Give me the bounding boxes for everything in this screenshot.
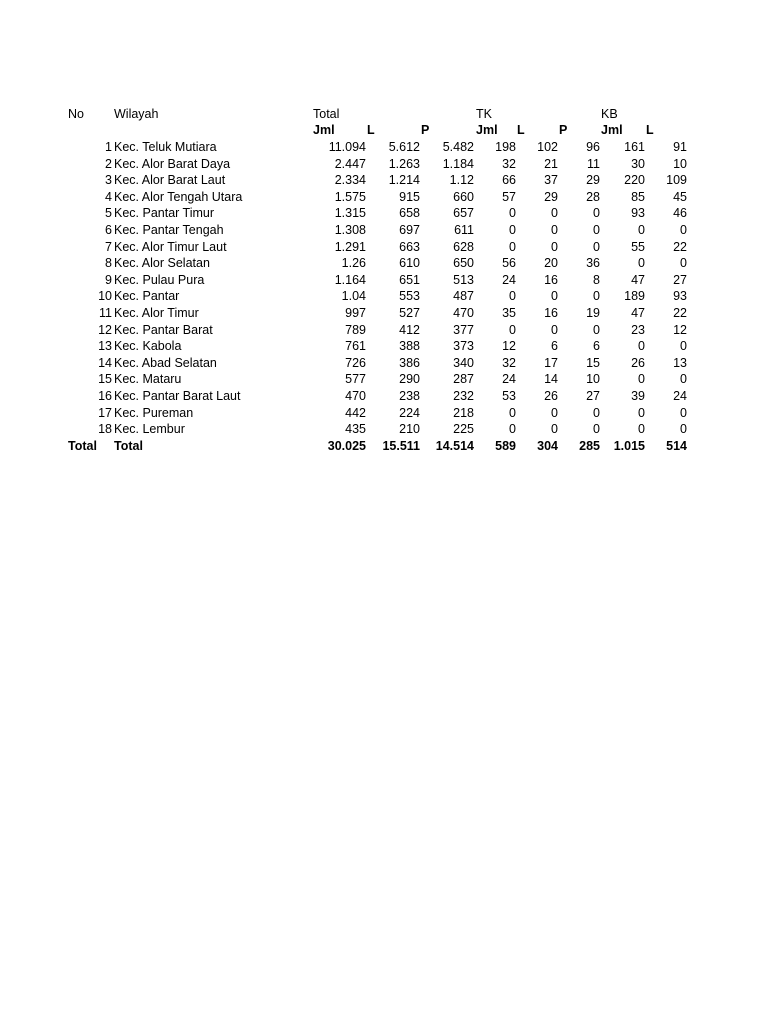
cell-wilayah: Kec. Alor Timur	[114, 306, 199, 320]
cell-wilayah: Kec. Pantar Barat Laut	[114, 389, 241, 403]
cell-tk-jml: 32	[502, 156, 516, 171]
cell-total-l: 412	[399, 322, 420, 337]
cell-tk-l: 0	[551, 322, 558, 337]
totals-row	[0, 438, 768, 455]
cell-wilayah: Kec. Pantar	[114, 289, 180, 304]
cell-tk-l: 0	[551, 206, 558, 221]
totals-kb-jml: 1.015	[613, 438, 645, 453]
cell-total-jml: 11.094	[328, 140, 366, 154]
cell-kb-l: 0	[680, 256, 687, 271]
cell-kb-l: 91	[673, 140, 687, 154]
cell-total-p: 1.12	[449, 173, 474, 188]
cell-no: 8	[105, 256, 112, 271]
subheader-tk-l: L	[517, 123, 525, 137]
cell-tk-l: 16	[544, 306, 558, 320]
cell-total-l: 527	[399, 306, 420, 320]
cell-total-jml: 997	[345, 306, 366, 320]
cell-total-l: 610	[399, 256, 420, 271]
cell-kb-l: 45	[673, 189, 687, 204]
totals-tk-p: 285	[579, 438, 600, 453]
cell-total-jml: 789	[345, 322, 366, 337]
cell-total-jml: 1.04	[341, 289, 366, 304]
cell-tk-jml: 0	[509, 239, 516, 254]
cell-total-p: 660	[453, 189, 474, 204]
cell-tk-l: 102	[537, 140, 558, 154]
table-row	[0, 189, 768, 206]
cell-total-l: 224	[399, 405, 420, 420]
cell-tk-l: 6	[551, 339, 558, 354]
table-row	[0, 272, 768, 289]
cell-total-p: 287	[453, 372, 474, 387]
cell-kb-l: 0	[680, 422, 687, 437]
cell-kb-l: 93	[673, 289, 687, 304]
table-row	[0, 355, 768, 372]
cell-wilayah: Kec. Pantar Timur	[114, 206, 215, 221]
cell-tk-p: 96	[586, 140, 600, 154]
cell-wilayah: Kec. Teluk Mutiara	[114, 140, 217, 154]
cell-tk-jml: 0	[509, 223, 516, 237]
cell-no: 12	[98, 322, 112, 337]
cell-kb-jml: 47	[631, 272, 645, 287]
cell-wilayah: Kec. Alor Selatan	[114, 256, 210, 271]
cell-tk-p: 15	[586, 355, 600, 370]
cell-tk-jml: 0	[509, 289, 516, 304]
cell-no: 17	[98, 405, 112, 420]
table-row	[0, 388, 768, 405]
cell-no: 13	[98, 339, 112, 354]
cell-tk-jml: 12	[502, 339, 516, 354]
table-row	[0, 421, 768, 438]
cell-kb-l: 22	[673, 306, 687, 320]
table-row	[0, 239, 768, 256]
cell-kb-jml: 189	[624, 289, 645, 304]
cell-tk-jml: 0	[509, 322, 516, 337]
cell-tk-jml: 53	[502, 389, 516, 403]
cell-tk-jml: 35	[502, 306, 516, 320]
header-wilayah: Wilayah	[114, 107, 159, 121]
cell-wilayah: Kec. Pureman	[114, 405, 194, 420]
cell-tk-l: 0	[551, 289, 558, 304]
cell-kb-l: 46	[673, 206, 687, 221]
cell-no: 10	[98, 289, 112, 304]
cell-tk-p: 0	[593, 322, 600, 337]
cell-tk-p: 0	[593, 422, 600, 437]
cell-total-p: 470	[453, 306, 474, 320]
cell-total-jml: 442	[345, 405, 366, 420]
cell-kb-jml: 93	[631, 206, 645, 221]
cell-no: 7	[105, 239, 112, 254]
cell-total-l: 5.612	[388, 140, 420, 154]
cell-kb-l: 24	[673, 389, 687, 403]
cell-kb-jml: 23	[631, 322, 645, 337]
cell-tk-jml: 24	[502, 372, 516, 387]
cell-kb-jml: 220	[624, 173, 645, 188]
cell-tk-jml: 0	[509, 422, 516, 437]
cell-wilayah: Kec. Alor Barat Daya	[114, 156, 231, 171]
cell-kb-jml: 0	[638, 405, 645, 420]
cell-total-jml: 1.26	[341, 256, 366, 271]
cell-total-l: 697	[399, 223, 420, 237]
cell-kb-l: 27	[673, 272, 687, 287]
cell-tk-jml: 56	[502, 256, 516, 271]
cell-total-p: 487	[453, 289, 474, 304]
cell-kb-jml: 161	[624, 140, 645, 154]
cell-total-p: 340	[453, 355, 474, 370]
cell-total-jml: 761	[345, 339, 366, 354]
cell-tk-p: 0	[593, 405, 600, 420]
subheader-kb-l: L	[646, 123, 654, 137]
cell-kb-l: 0	[680, 405, 687, 420]
cell-kb-l: 22	[673, 239, 687, 254]
subheader-total-l: L	[367, 123, 375, 137]
cell-wilayah: Kec. Pantar Tengah	[114, 223, 224, 237]
cell-no: 2	[105, 156, 112, 171]
cell-tk-p: 0	[593, 289, 600, 304]
cell-kb-jml: 0	[638, 256, 645, 271]
cell-total-jml: 2.334	[334, 173, 366, 188]
table-row	[0, 172, 768, 189]
cell-total-l: 663	[399, 239, 420, 254]
cell-wilayah: Kec. Lembur	[114, 422, 185, 437]
cell-no: 5	[105, 206, 112, 221]
table-row	[0, 322, 768, 339]
totals-tk-jml: 589	[495, 438, 516, 453]
cell-total-jml: 1.291	[334, 239, 366, 254]
totals-tk-l: 304	[537, 438, 558, 453]
cell-total-p: 377	[453, 322, 474, 337]
cell-kb-jml: 0	[638, 223, 645, 237]
cell-wilayah: Kec. Abad Selatan	[114, 355, 217, 370]
table-row	[0, 305, 768, 322]
cell-tk-jml: 198	[495, 140, 516, 154]
subheader-tk-p: P	[559, 123, 568, 137]
cell-wilayah: Kec. Alor Tengah Utara	[114, 189, 243, 204]
cell-tk-l: 37	[544, 173, 558, 188]
cell-total-jml: 1.308	[334, 223, 366, 237]
cell-tk-jml: 66	[502, 173, 516, 188]
cell-tk-l: 0	[551, 405, 558, 420]
subheader-total-jml: Jml	[313, 123, 335, 137]
cell-kb-jml: 0	[638, 372, 645, 387]
subheader-kb-jml: Jml	[601, 123, 623, 137]
cell-wilayah: Kec. Pantar Barat	[114, 322, 213, 337]
cell-tk-p: 6	[593, 339, 600, 354]
cell-tk-l: 16	[544, 272, 558, 287]
cell-tk-l: 0	[551, 223, 558, 237]
header-kb: KB	[601, 107, 618, 121]
totals-wilayah-label: Total	[114, 438, 143, 453]
cell-total-p: 5.482	[442, 140, 474, 154]
cell-total-l: 553	[399, 289, 420, 304]
cell-tk-p: 0	[593, 239, 600, 254]
cell-tk-jml: 0	[509, 405, 516, 420]
header-tk: TK	[476, 107, 492, 121]
cell-tk-jml: 57	[502, 189, 516, 204]
cell-total-jml: 1.315	[334, 206, 366, 221]
cell-total-p: 1.184	[442, 156, 474, 171]
cell-total-l: 386	[399, 355, 420, 370]
cell-tk-l: 20	[544, 256, 558, 271]
cell-total-l: 290	[399, 372, 420, 387]
cell-no: 18	[98, 422, 112, 437]
cell-tk-p: 19	[586, 306, 600, 320]
cell-wilayah: Kec. Kabola	[114, 339, 182, 354]
cell-kb-jml: 47	[631, 306, 645, 320]
cell-total-p: 513	[453, 272, 474, 287]
cell-kb-l: 13	[673, 355, 687, 370]
table-row	[0, 405, 768, 422]
cell-total-jml: 1.164	[334, 272, 366, 287]
table-row	[0, 371, 768, 388]
subheader-total-p: P	[421, 123, 430, 137]
cell-kb-jml: 39	[631, 389, 645, 403]
cell-tk-l: 26	[544, 389, 558, 403]
table-row	[0, 156, 768, 173]
cell-tk-p: 0	[593, 223, 600, 237]
cell-tk-jml: 32	[502, 355, 516, 370]
subheader-tk-jml: Jml	[476, 123, 498, 137]
cell-total-p: 657	[453, 206, 474, 221]
cell-total-p: 232	[453, 389, 474, 403]
table-row	[0, 139, 768, 156]
cell-total-l: 658	[399, 206, 420, 221]
cell-wilayah: Kec. Mataru	[114, 372, 182, 387]
cell-tk-jml: 0	[509, 206, 516, 221]
cell-total-jml: 726	[345, 355, 366, 370]
cell-no: 3	[105, 173, 112, 188]
cell-tk-p: 28	[586, 189, 600, 204]
cell-total-p: 611	[454, 223, 474, 237]
cell-kb-l: 0	[680, 372, 687, 387]
cell-tk-l: 14	[544, 372, 558, 387]
cell-kb-l: 0	[680, 223, 687, 237]
totals-total-l: 15.511	[382, 438, 420, 453]
cell-kb-jml: 55	[631, 239, 645, 254]
cell-tk-l: 0	[551, 239, 558, 254]
table-row	[0, 205, 768, 222]
cell-kb-l: 0	[680, 339, 687, 354]
cell-tk-l: 0	[551, 422, 558, 437]
cell-tk-p: 36	[586, 256, 600, 271]
cell-no: 6	[105, 223, 112, 237]
cell-total-l: 915	[399, 189, 420, 204]
header-row	[0, 106, 768, 123]
cell-total-jml: 435	[345, 422, 366, 437]
cell-total-l: 1.263	[388, 156, 420, 171]
cell-kb-jml: 0	[638, 339, 645, 354]
cell-total-l: 388	[399, 339, 420, 354]
cell-kb-jml: 26	[631, 355, 645, 370]
totals-kb-l: 514	[666, 438, 687, 453]
cell-no: 4	[105, 189, 112, 204]
cell-tk-l: 29	[544, 189, 558, 204]
cell-kb-l: 109	[666, 173, 687, 188]
cell-wilayah: Kec. Alor Barat Laut	[114, 173, 226, 188]
table-row	[0, 222, 768, 239]
cell-tk-l: 21	[544, 156, 558, 171]
cell-no: 14	[98, 355, 112, 370]
cell-tk-p: 29	[586, 173, 600, 188]
cell-total-jml: 470	[345, 389, 366, 403]
table-row	[0, 338, 768, 355]
cell-tk-p: 27	[586, 389, 600, 403]
cell-total-jml: 577	[345, 372, 366, 387]
cell-total-p: 650	[453, 256, 474, 271]
cell-tk-p: 10	[586, 372, 600, 387]
totals-no-label: Total	[68, 438, 97, 453]
cell-total-p: 225	[453, 422, 474, 437]
cell-wilayah: Kec. Pulau Pura	[114, 272, 205, 287]
cell-tk-p: 8	[593, 272, 600, 287]
cell-total-p: 373	[453, 339, 474, 354]
cell-total-p: 628	[453, 239, 474, 254]
cell-no: 15	[98, 372, 112, 387]
cell-total-l: 210	[399, 422, 420, 437]
table-row	[0, 255, 768, 272]
cell-total-p: 218	[453, 405, 474, 420]
totals-total-jml: 30.025	[327, 438, 366, 453]
cell-total-l: 238	[399, 389, 420, 403]
table-row	[0, 288, 768, 305]
header-no: No	[68, 107, 84, 121]
cell-no: 9	[105, 272, 112, 287]
cell-tk-l: 17	[544, 355, 558, 370]
cell-kb-jml: 0	[638, 422, 645, 437]
cell-total-l: 1.214	[388, 173, 420, 188]
totals-total-p: 14.514	[435, 438, 474, 453]
cell-tk-p: 11	[587, 156, 600, 171]
cell-total-l: 651	[399, 272, 420, 287]
cell-no: 16	[98, 389, 112, 403]
cell-total-jml: 1.575	[334, 189, 366, 204]
cell-no: 1	[105, 140, 112, 154]
cell-no: 11	[99, 306, 112, 320]
subheader-row	[0, 122, 768, 139]
cell-kb-jml: 85	[631, 189, 645, 204]
cell-wilayah: Kec. Alor Timur Laut	[114, 239, 227, 254]
cell-total-jml: 2.447	[334, 156, 366, 171]
cell-tk-jml: 24	[502, 272, 516, 287]
cell-kb-l: 10	[673, 156, 687, 171]
cell-kb-jml: 30	[631, 156, 645, 171]
cell-tk-p: 0	[593, 206, 600, 221]
cell-kb-l: 12	[673, 322, 687, 337]
header-total: Total	[313, 107, 340, 121]
